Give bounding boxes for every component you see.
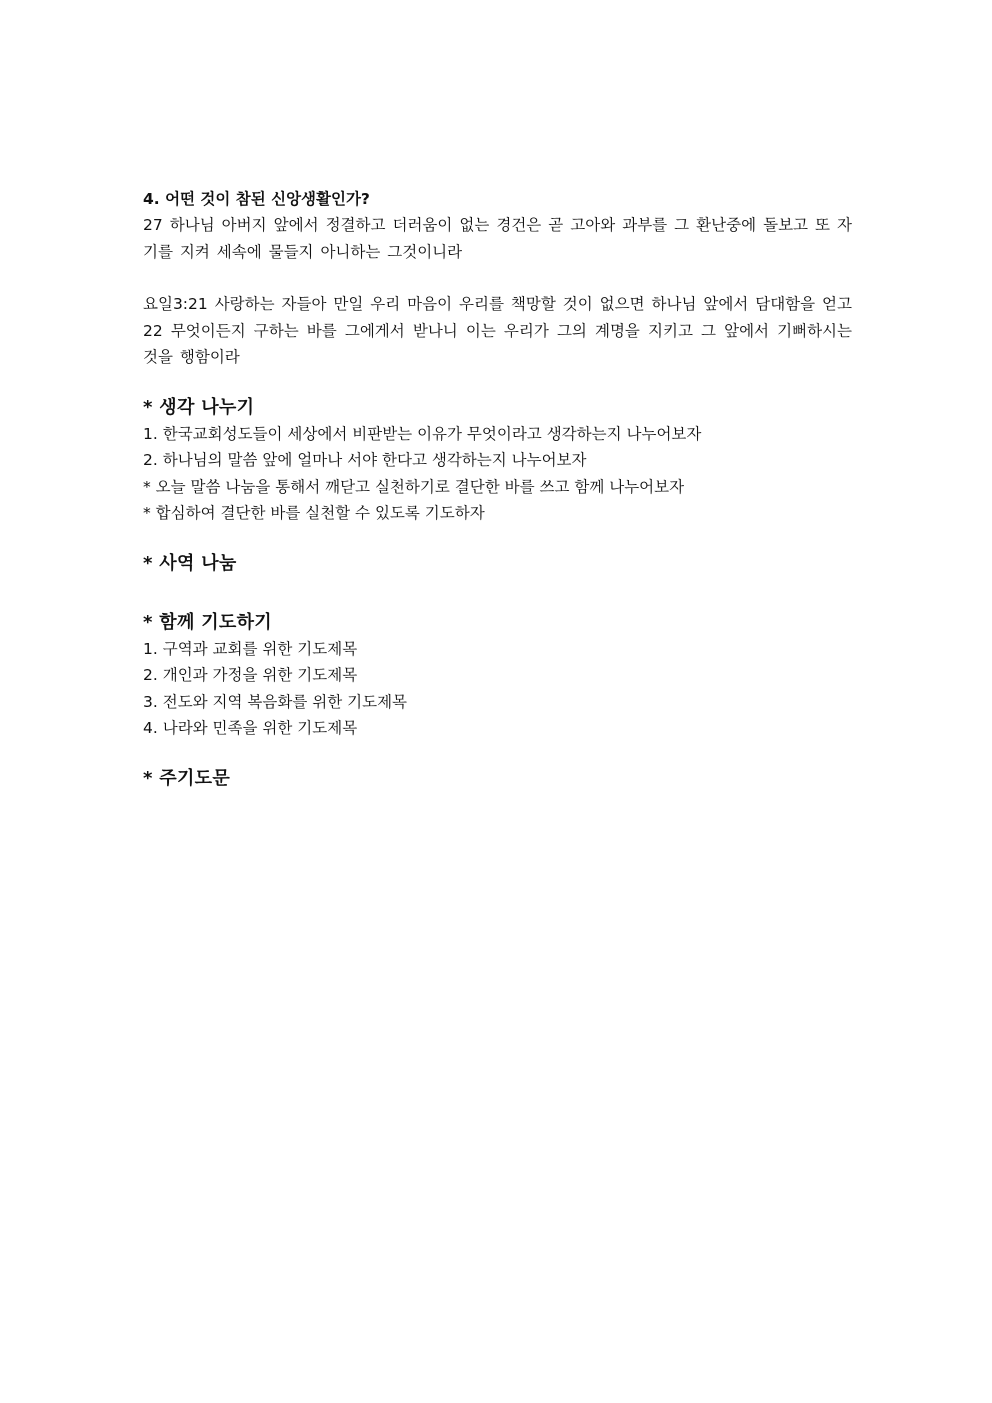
prayer-item-3: 3. 전도와 지역 복음화를 위한 기도제목 [143, 692, 408, 711]
prayer-title: * 함께 기도하기 [143, 611, 272, 633]
spacer [143, 371, 852, 395]
verse-1john-3-21-text: 요일3:21 사랑하는 자들아 만일 우리 마음이 우리를 책망할 것이 없으면 하나님 앞에서 담대함을 얻고 22 무엇이든지 구하는 바를 그에게서 받나니 이는 우리가 그의 계명을 지키고 그 앞에서 기뻐하시는 것을 행함이라 [143, 295, 852, 366]
section-4-title: 4. 어떤 것이 참된 신앙생활인가? [143, 190, 370, 208]
sharing-item-4: * 합심하여 결단한 바를 실천할 수 있도록 기도하자 [143, 504, 485, 522]
verse-27-text: 27 하나님 아버지 앞에서 정결하고 더러움이 없는 경건은 곧 고아와 과부를 그 환난중에 돌보고 또 자기를 지켜 세속에 물들지 아니하는 그것이니라 [143, 216, 852, 261]
lords-prayer-title: * 주기도문 [143, 767, 231, 789]
sharing-title: * 생각 나누기 [143, 396, 255, 418]
ministry-title: * 사역 나눔 [143, 552, 237, 574]
prayer-item-4: 4. 나라와 민족을 위한 기도제목 [143, 719, 358, 737]
prayer-item-2: 2. 개인과 가정을 위한 기도제목 [143, 666, 358, 684]
sharing-item-1: 1. 한국교회성도들이 세상에서 비판받는 이유가 무엇이라고 생각하는지 나누어보자 [143, 424, 702, 443]
spacer [143, 577, 852, 610]
sharing-item-2: 2. 하나님의 말씀 앞에 얼마나 서야 한다고 생각하는지 나누어보자 [143, 451, 587, 469]
prayer-item-1: 1. 구역과 교회를 위한 기도제목 [143, 639, 358, 658]
sharing-list [143, 421, 852, 527]
spacer [143, 742, 852, 766]
prayer-list [143, 636, 852, 742]
spacer [143, 527, 852, 551]
sharing-item-3: * 오늘 말씀 나눔을 통해서 깨닫고 실천하기로 결단한 바를 쓰고 함께 나누어보자 [143, 477, 685, 496]
spacer [143, 265, 852, 291]
document-page [143, 186, 852, 792]
